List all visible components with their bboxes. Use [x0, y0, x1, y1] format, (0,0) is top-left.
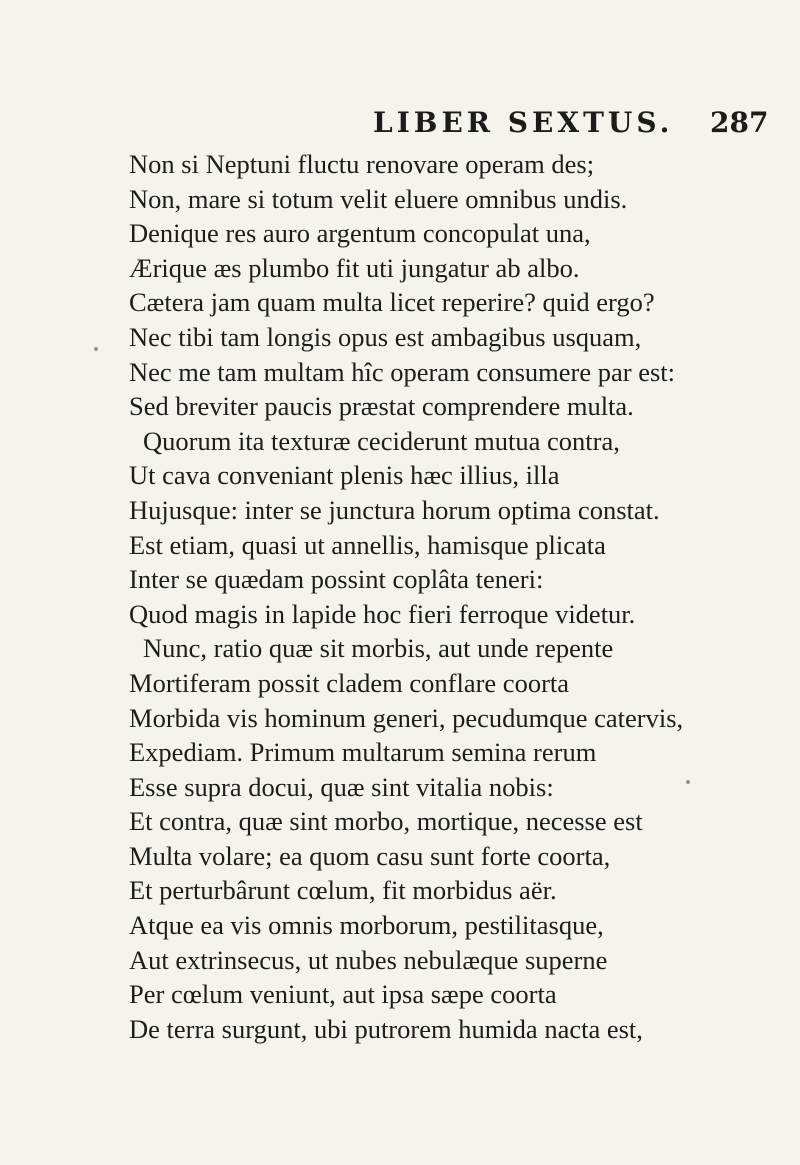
verse-line: Denique res auro argentum concopulat una,	[129, 218, 591, 249]
verse-line: Expediam. Primum multarum semina rerum	[129, 737, 597, 768]
verse-line: De terra surgunt, ubi putrorem humida nacta est,	[129, 1013, 643, 1044]
verse-line: Non, mare si totum velit eluere omnibus undis.	[129, 183, 628, 214]
verse-line: Ærique æs plumbo fit uti jungatur ab albo.	[129, 252, 580, 283]
verse-line: Atque ea vis omnis morborum, pestilitasque,	[129, 910, 604, 941]
running-head	[0, 106, 800, 146]
verse-line: Ut cava conveniant plenis hæc illius, illa	[129, 460, 560, 491]
margin-speck	[94, 347, 98, 351]
verse-line: Nec me tam multam hîc operam consumere par est:	[129, 356, 675, 387]
page-number: 287	[710, 106, 769, 139]
verse-line: Inter se quædam possint coplâta teneri:	[129, 564, 544, 595]
verse-line: Per cœlum veniunt, aut ipsa sæpe coorta	[129, 979, 557, 1010]
verse-line: Nunc, ratio quæ sit morbis, aut unde repente	[143, 633, 614, 664]
verse-line: Cætera jam quam multa licet reperire? quid ergo?	[129, 287, 655, 318]
verse-line: Et contra, quæ sint morbo, mortique, necesse est	[129, 806, 643, 837]
verse-line: Mortiferam possit cladem conflare coorta	[129, 667, 570, 698]
verse-line: Hujusque: inter se junctura horum optima constat.	[129, 494, 660, 525]
verse-list	[129, 147, 789, 1046]
running-title: LIBER SEXTUS.	[373, 106, 674, 139]
verse-line: Multa volare; ea quom casu sunt forte coorta,	[129, 840, 611, 871]
verse-line: Et perturbârunt cœlum, fit morbidus aër.	[129, 875, 557, 906]
verse-line: Quod magis in lapide hoc fieri ferroque videtur.	[129, 598, 636, 629]
verse-line: Quorum ita texturæ ceciderunt mutua contra,	[143, 425, 620, 456]
verse-line: Esse supra docui, quæ sint vitalia nobis:	[129, 771, 554, 802]
verse-line: Sed breviter paucis præstat comprendere multa.	[129, 391, 634, 422]
verse-line: Est etiam, quasi ut annellis, hamisque plicata	[129, 529, 606, 560]
verse-line: Nec tibi tam longis opus est ambagibus usquam,	[129, 321, 642, 352]
verse-line: Non si Neptuni fluctu renovare operam des;	[129, 149, 595, 179]
verse-line: Morbida vis hominum generi, pecudumque catervis,	[129, 702, 684, 733]
verse-line: Aut extrinsecus, ut nubes nebulæque superne	[129, 944, 608, 975]
